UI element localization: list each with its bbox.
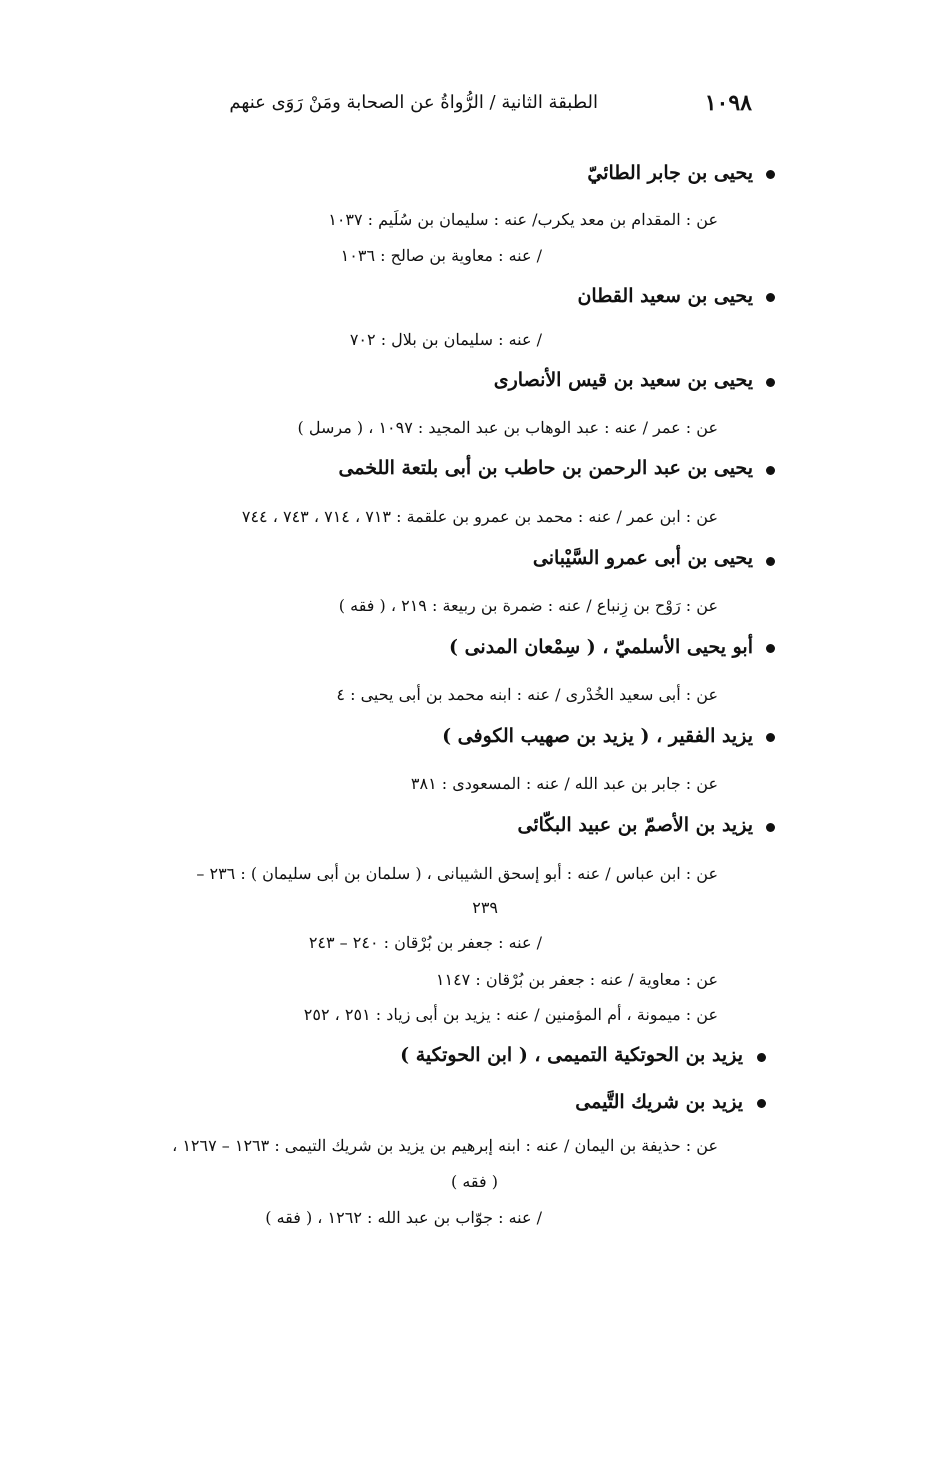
- entry-line: عن : أبى سعيد الخُدْرى / عنه : ابنه محمد بن أبى يحيى : ٤: [336, 685, 718, 704]
- entry-line: / عنه : معاوية بن صالح : ١٠٣٦: [340, 246, 542, 265]
- entry-line: عن : معاوية / عنه : جعفر بن بُرْقان : ١١٤٧: [435, 970, 718, 989]
- bullet-icon: [757, 1053, 766, 1062]
- entry-name: يحيى بن سعيد القطان: [577, 285, 753, 307]
- bullet-icon: [766, 293, 775, 302]
- entry-name: يزيد بن شريك التَّيمى: [575, 1091, 743, 1113]
- bullet-icon: [766, 644, 775, 653]
- bullet-icon: [757, 1099, 766, 1108]
- entry-name: أبو يحيى الأسلميّ ، ( سِمْعان المدنى ): [448, 636, 753, 658]
- entry-name: يحيى بن جابر الطائيّ: [587, 162, 753, 184]
- entry-name: يزيد بن الأصمّ بن عبيد البكّائى: [517, 814, 753, 836]
- bullet-icon: [766, 557, 775, 566]
- entry-line: عن : جابر بن عبد الله / عنه : المسعودى : ٣٨١: [410, 774, 718, 793]
- page-number: ١٠٩٨: [704, 90, 752, 116]
- entry-line: عن : ابن عباس / عنه : أبو إسحق الشيبانى ، ( سلمان بن أبى سليمان ) : ٢٣٦ –: [196, 864, 718, 883]
- entry-name: يزيد الفقير ، ( يزيد بن صهيب الكوفى ): [442, 725, 753, 747]
- entry-line: عن : المقدام بن معد يكرب/ عنه : سليمان بن سُلَيم : ١٠٣٧: [328, 210, 718, 229]
- running-header: الطبقة الثانية / الرُّواةُ عن الصحابة ومَنْ رَوَى عنهم: [229, 92, 598, 113]
- entry-name: يحيى بن عبد الرحمن بن حاطب بن أبى بلتعة اللخمى: [338, 457, 753, 479]
- entry-name: يزيد بن الحوتكية التميمى ، ( ابن الحوتكية ): [400, 1044, 743, 1066]
- bullet-icon: [766, 823, 775, 832]
- entry-line: ( فقه ): [451, 1172, 498, 1191]
- entry-line: / عنه : جعفر بن بُرْقان : ٢٤٠ – ٢٤٣: [308, 933, 542, 952]
- entry-line: عن : ابن عمر / عنه : محمد بن عمرو بن علقمة : ٧١٣ ، ٧١٤ ، ٧٤٣ ، ٧٤٤: [241, 507, 718, 526]
- bullet-icon: [766, 378, 775, 387]
- entry-line: عن : عمر / عنه : عبد الوهاب بن عبد المجيد : ١٠٩٧ ، ( مرسل ): [297, 418, 718, 437]
- entry-line: عن : حذيفة بن اليمان / عنه : ابنه إبرهيم بن يزيد بن شريك التيمى : ١٢٦٣ – ١٢٦٧ ،: [172, 1136, 718, 1155]
- entry-line: عن : ميمونة ، أم المؤمنين / عنه : يزيد بن أبى زياد : ٢٥١ ، ٢٥٢: [303, 1005, 718, 1024]
- entry-line: / عنه : جوّاب بن عبد الله : ١٢٦٢ ، ( فقه ): [265, 1208, 542, 1227]
- entry-name: يحيى بن أبى عمرو السَّيْبانى: [532, 547, 753, 569]
- bullet-icon: [766, 733, 775, 742]
- bullet-icon: [766, 466, 775, 475]
- entry-line: عن : رَوْح بن زِنباع / عنه : ضمرة بن ربيعة : ٢١٩ ، ( فقه ): [338, 596, 718, 615]
- entry-name: يحيى بن سعيد بن قيس الأنصارى: [493, 369, 753, 391]
- bullet-icon: [766, 170, 775, 179]
- entry-line: / عنه : سليمان بن بلال : ٧٠٢: [349, 330, 542, 349]
- entry-line: ٢٣٩: [472, 898, 498, 917]
